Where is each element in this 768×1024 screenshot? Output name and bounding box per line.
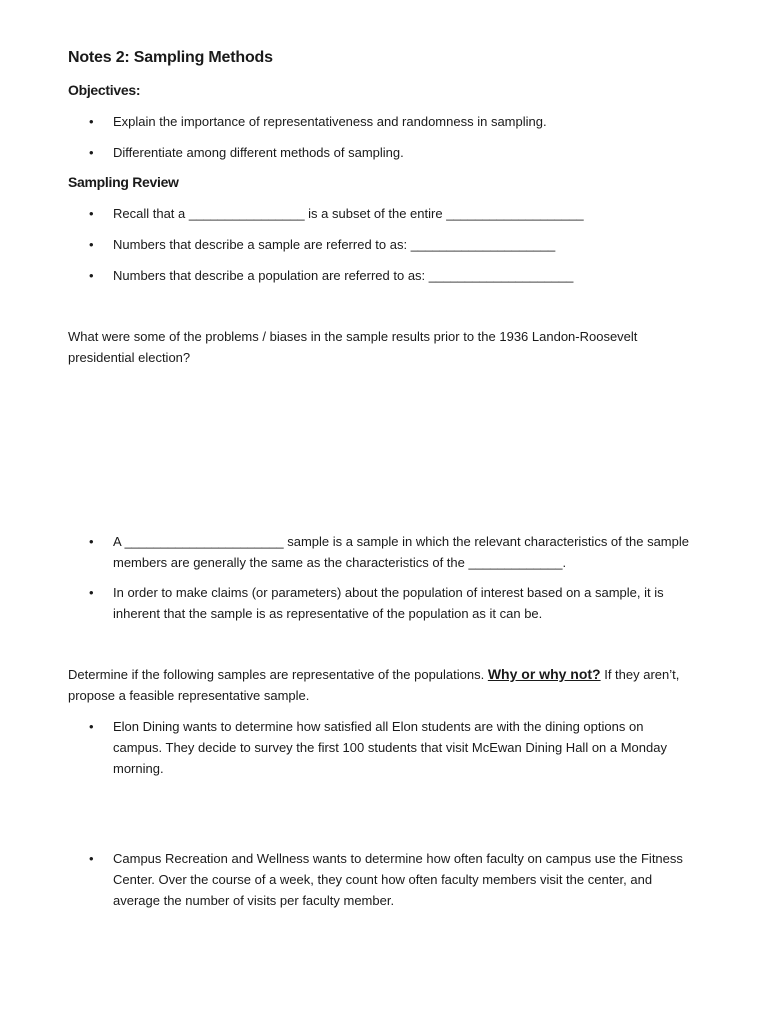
bullet-icon: • [89, 268, 94, 283]
rep-line: In order to make claims (or parameters) about the population of interest based on a sample, it is [113, 585, 664, 600]
question-1958-election [68, 326, 723, 368]
sample-line: Center. Over the course of a week, they count how often faculty members visit the center, and [113, 872, 653, 887]
determine-instructions [68, 664, 723, 706]
sample-line: morning. [113, 761, 164, 776]
sample-line: campus. They decide to survey the first 100 students that visit McEwan Dining Hall on a Monday [113, 740, 667, 755]
rep-line: members are generally the same as the characteristics of the _____________. [113, 555, 567, 570]
rep-line: inherent that the sample is as representative of the population as it can be. [113, 606, 543, 621]
sample-line: average the number of visits per faculty member. [113, 893, 395, 908]
bullet-icon: • [89, 719, 94, 734]
determine-text: If they aren’t, [600, 667, 680, 682]
why-or-why-not-emphasis: Why or why not? [487, 666, 601, 682]
sample-line: Elon Dining wants to determine how satisfied all Elon students are with the dining options on [113, 719, 644, 734]
bullet-icon: • [89, 585, 94, 600]
bullet-icon: • [89, 237, 94, 252]
bullet-icon: • [89, 206, 94, 221]
objective-text: Explain the importance of representativeness and randomness in sampling. [113, 114, 547, 129]
question-line: presidential election? [68, 350, 191, 365]
page-title: Notes 2: Sampling Methods [68, 49, 273, 66]
determine-text: Determine if the following samples are representative of the populations. [68, 667, 488, 682]
objectives-heading: Objectives: [68, 82, 141, 98]
sampling-review-heading: Sampling Review [68, 174, 179, 190]
objective-text: Differentiate among different methods of sampling. [113, 145, 404, 160]
review-text: Numbers that describe a sample are referred to as: ____________________ [113, 237, 556, 252]
review-text: Numbers that describe a population are referred to as: ____________________ [113, 268, 574, 283]
bullet-icon: • [89, 534, 94, 549]
question-line: What were some of the problems / biases in the sample results prior to the 1936 Landon-Roosevelt [68, 329, 638, 344]
review-text: Recall that a ________________ is a subset of the entire ___________________ [113, 206, 584, 221]
bullet-icon: • [89, 145, 94, 160]
determine-line: propose a feasible representative sample. [68, 688, 310, 703]
rep-line: A ______________________ sample is a sample in which the relevant characteristics of the sample [113, 534, 689, 549]
bullet-icon: • [89, 851, 94, 866]
sample-line: Campus Recreation and Wellness wants to determine how often faculty on campus use the Fitness [113, 851, 683, 866]
bullet-icon: • [89, 114, 94, 129]
